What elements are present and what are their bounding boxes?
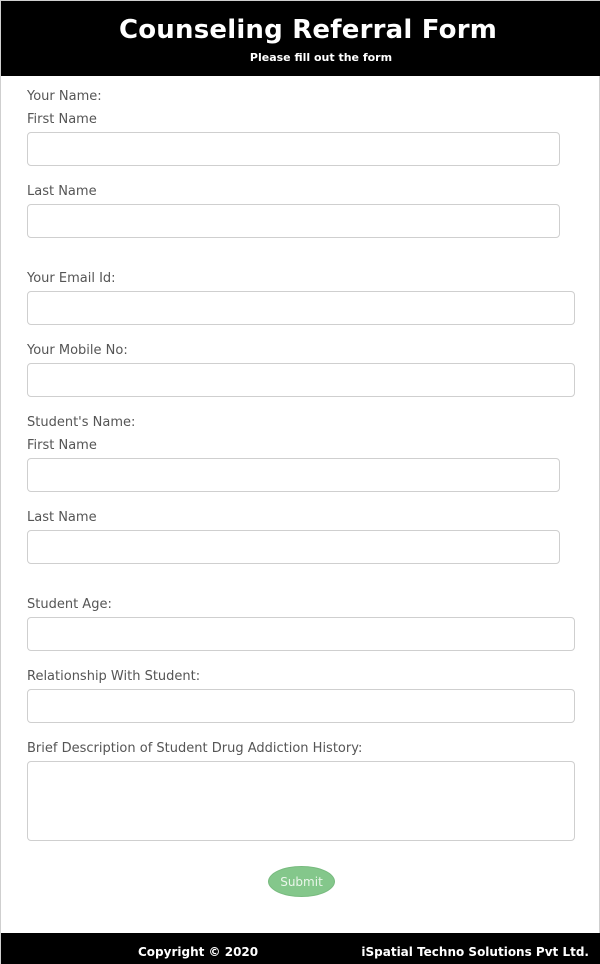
relationship-input[interactable] bbox=[27, 689, 575, 723]
page-footer bbox=[1, 933, 600, 964]
your-last-name-input[interactable] bbox=[27, 204, 560, 238]
submit-button[interactable]: Submit bbox=[268, 866, 335, 897]
your-first-name-input[interactable] bbox=[27, 132, 560, 166]
mobile-input[interactable] bbox=[27, 363, 575, 397]
description-textarea[interactable] bbox=[27, 761, 575, 841]
student-age-label: Student Age: bbox=[27, 597, 112, 612]
email-input[interactable] bbox=[27, 291, 575, 325]
student-name-label: Student's Name: bbox=[27, 415, 136, 430]
student-age-input[interactable] bbox=[27, 617, 575, 651]
your-first-name-label: First Name bbox=[27, 112, 97, 127]
your-name-label: Your Name: bbox=[27, 89, 102, 104]
description-label: Brief Description of Student Drug Addiction History: bbox=[27, 741, 363, 756]
student-last-name-input[interactable] bbox=[27, 530, 560, 564]
page-subtitle: Please fill out the form bbox=[249, 51, 393, 64]
mobile-label: Your Mobile No: bbox=[27, 343, 128, 358]
company-name: iSpatial Techno Solutions Pvt Ltd. bbox=[361, 945, 589, 959]
form-header bbox=[1, 1, 600, 76]
relationship-label: Relationship With Student: bbox=[27, 669, 201, 684]
email-label: Your Email Id: bbox=[27, 271, 116, 286]
page-title: Counseling Referral Form bbox=[118, 15, 498, 45]
student-last-name-label: Last Name bbox=[27, 510, 97, 525]
your-last-name-label: Last Name bbox=[27, 184, 97, 199]
student-first-name-input[interactable] bbox=[27, 458, 560, 492]
student-first-name-label: First Name bbox=[27, 438, 97, 453]
copyright-text: Copyright © 2020 bbox=[138, 945, 259, 959]
